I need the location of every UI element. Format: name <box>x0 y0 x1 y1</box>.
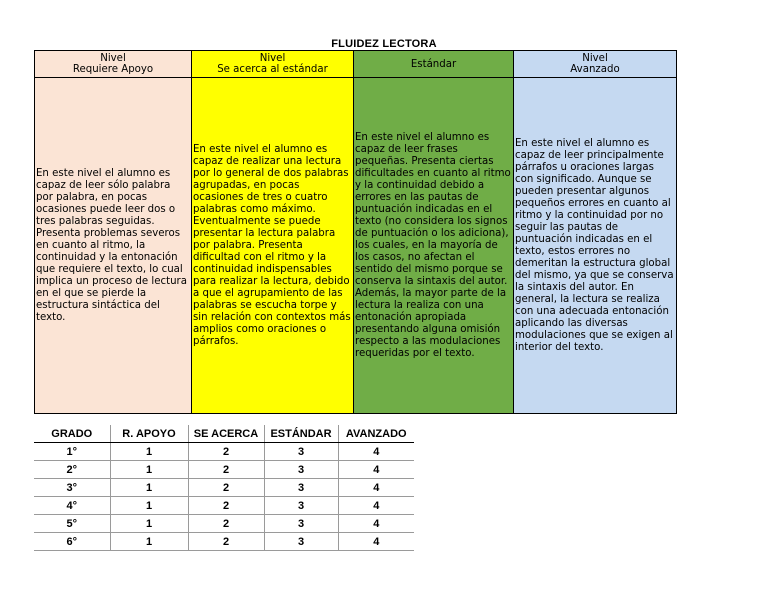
level-heading-line2: Requiere Apoyo <box>72 64 154 75</box>
levels-header-row <box>35 51 677 78</box>
document-title: FLUIDEZ LECTORA <box>331 38 437 50</box>
cell-avanzado: 4 <box>338 443 414 461</box>
cell-se-acerca: 2 <box>188 497 264 515</box>
cell-se-acerca: 2 <box>188 533 264 551</box>
cell-avanzado: 4 <box>338 515 414 533</box>
cell-se-acerca: 2 <box>188 461 264 479</box>
level-heading-estandar <box>354 51 514 78</box>
level-heading-line2: Se acerca al estándar <box>217 64 328 75</box>
cell-se-acerca: 2 <box>188 443 264 461</box>
header-avanzado: AVANZADO <box>338 425 414 443</box>
level-description-estandar: En este nivel el alumno es capaz de leer frases pequeñas. Presenta ciertas dificultades en cuanto al ritmo y la continuidad debido a errores en las pautas de puntuación indicadas en el texto (no considera los signos de puntuación o los adiciona), los cuales, en la mayoría de los casos, no afectan el sentido del mismo porque se conserva la sintaxis del autor. Además, la mayor parte de la lectura la realiza con una entonación apropiada presentando alguna omisión respecto a las modulaciones requeridas por el texto. <box>354 78 514 414</box>
header-se-acerca: SE ACERCA <box>188 425 264 443</box>
table-row <box>34 443 414 461</box>
level-heading-requiere-apoyo <box>35 51 192 78</box>
cell-avanzado: 4 <box>338 533 414 551</box>
grades-header-row <box>34 425 414 443</box>
level-heading-line1: Nivel <box>100 53 126 64</box>
cell-estandar: 3 <box>264 479 338 497</box>
level-description-requiere-apoyo: En este nivel el alumno es capaz de leer sólo palabra por palabra, en pocas ocasiones puede leer dos o tres palabras seguidas. Presenta problemas severos en cuanto al ritmo, la continuidad y la entonación que requiere el texto, lo cual implica un proceso de lectura en el que se pierde la estructura sintáctica del texto. <box>35 78 192 414</box>
level-heading-line2: Avanzado <box>570 64 620 75</box>
cell-r-apoyo: 1 <box>110 443 188 461</box>
cell-grado: 5° <box>34 515 110 533</box>
cell-se-acerca: 2 <box>188 515 264 533</box>
cell-r-apoyo: 1 <box>110 533 188 551</box>
table-row <box>34 479 414 497</box>
levels-description-row <box>35 78 677 414</box>
cell-grado: 6° <box>34 533 110 551</box>
cell-avanzado: 4 <box>338 497 414 515</box>
header-estandar: ESTÁNDAR <box>264 425 338 443</box>
cell-r-apoyo: 1 <box>110 497 188 515</box>
header-grado: GRADO <box>34 425 110 443</box>
cell-avanzado: 4 <box>338 479 414 497</box>
table-row <box>34 533 414 551</box>
level-heading-line2: Estándar <box>410 58 457 70</box>
cell-estandar: 3 <box>264 515 338 533</box>
cell-grado: 4° <box>34 497 110 515</box>
cell-grado: 3° <box>34 479 110 497</box>
level-description-avanzado: En este nivel el alumno es capaz de leer principalmente párrafos u oraciones largas con significado. Aunque se pueden presentar algunos pequeños errores en cuanto al ritmo y la continuidad por no seguir las pautas de puntuación indicadas en el texto, estos errores no demeritan la estructura global del mismo, ya que se conserva la sintaxis del autor. En general, la lectura se realiza con una adecuada entonación aplicando las diversas modulaciones que se exigen al interior del texto. <box>514 78 677 414</box>
level-heading-avanzado <box>514 51 677 78</box>
cell-estandar: 3 <box>264 497 338 515</box>
cell-se-acerca: 2 <box>188 479 264 497</box>
table-row <box>34 497 414 515</box>
cell-r-apoyo: 1 <box>110 515 188 533</box>
level-description-se-acerca: En este nivel el alumno es capaz de realizar una lectura por lo general de dos palabras agrupadas, en pocas ocasiones de tres o cuatro palabras como máximo. Eventualmente se puede presentar la lectura palabra por palabra. Presenta dificultad con el ritmo y la continuidad indispensables para realizar la lectura, debido a que el agrupamiento de las palabras se escucha torpe y sin relación con contextos más amplios como oraciones o párrafos. <box>192 78 354 414</box>
grades-table <box>34 425 414 551</box>
level-heading-se-acerca <box>192 51 354 78</box>
header-r-apoyo: R. APOYO <box>110 425 188 443</box>
cell-grado: 1° <box>34 443 110 461</box>
cell-grado: 2° <box>34 461 110 479</box>
level-heading-line1: Nivel <box>259 53 286 64</box>
cell-r-apoyo: 1 <box>110 479 188 497</box>
cell-estandar: 3 <box>264 533 338 551</box>
cell-r-apoyo: 1 <box>110 461 188 479</box>
level-heading-line1: Nivel <box>582 53 608 64</box>
cell-avanzado: 4 <box>338 461 414 479</box>
table-row <box>34 461 414 479</box>
table-row <box>34 515 414 533</box>
cell-estandar: 3 <box>264 461 338 479</box>
cell-estandar: 3 <box>264 443 338 461</box>
levels-table <box>34 50 677 414</box>
